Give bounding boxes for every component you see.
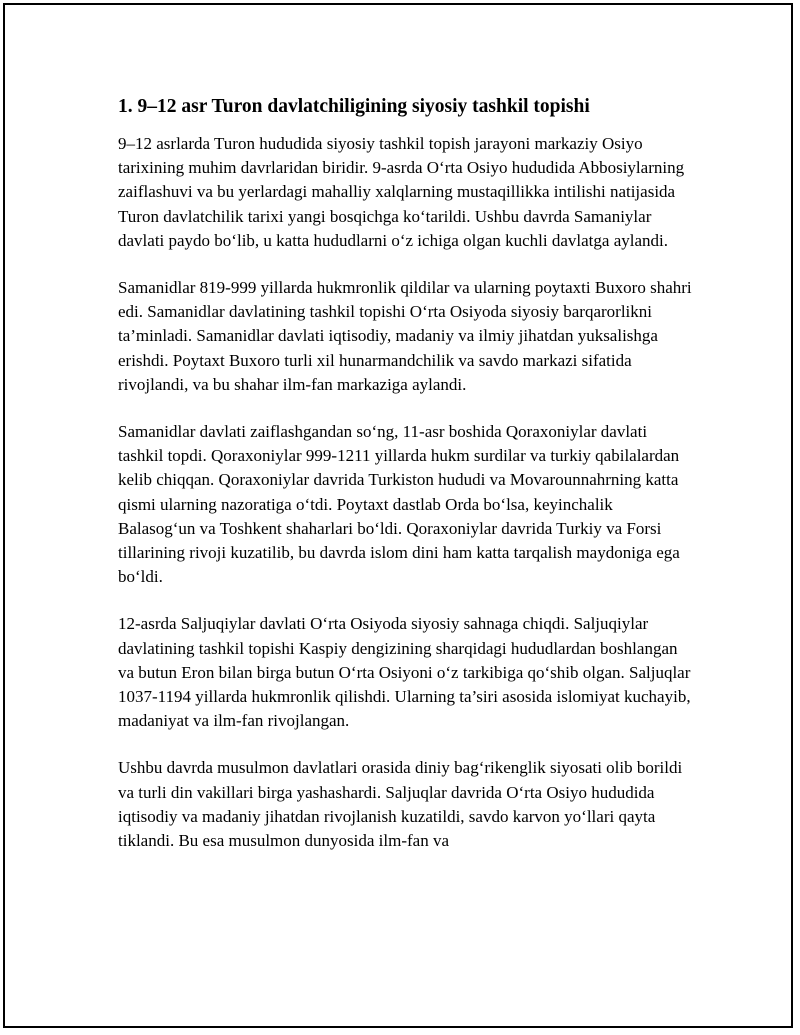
paragraph-1: 9–12 asrlarda Turon hududida siyosiy tashkil topish jarayoni markaziy Osiyo tarixining muhim davrlaridan biridir. 9-asrda O‘rta Osiyo hududida Abbosiylarning zaiflashuvi va bu yerlardagi mahalliy xalqlarning mustaqillikka intilishi natijasida Turon davlatchilik tarixi yangi bosqichga ko‘tarildi. Ushbu davrda Samaniylar davlati paydo bo‘lib, u katta hududlarni o‘z ichiga olgan kuchli davlatga aylandi.	[118, 134, 685, 250]
paragraph-3: Samanidlar davlati zaiflashgandan so‘ng, 11-asr boshida Qoraxoniylar davlati tashkil topdi. Qoraxoniylar 999-1211 yillarda hukm surdilar va turkiy qabilalardan kelib chiqqan. Qoraxoniylar davrida Turkiston hududi va Movarounnahrning katta qismi ularning nazoratiga o‘tdi. Poytaxt dastlab Orda bo‘lsa, keyinchalik Balasog‘un va Toshkent shaharlari bo‘ldi. Qoraxoniylar davrida Turkiy va Forsi tillarining rivoji kuzatilib, bu davrda islom dini ham katta tarqalish maydoniga ega bo‘ldi.	[118, 422, 680, 587]
document-body	[118, 94, 693, 876]
paragraph-2: Samanidlar 819-999 yillarda hukmronlik qildilar va ularning poytaxti Buxoro shahri edi. Samanidlar davlatining tashkil topishi O‘rta Osiyoda siyosiy barqarorlikni ta’minladi. Samanidlar davlati iqtisodiy, madaniy va ilmiy jihatdan yuksalishga erishdi. Poytaxt Buxoro turli xil hunarmandchilik va savdo markazi sifatida rivojlandi, va bu shahar ilm-fan markaziga aylandi.	[118, 278, 692, 394]
paragraph-5: Ushbu davrda musulmon davlatlari orasida diniy bag‘rikenglik siyosati olib borildi va turli din vakillari birga yashashardi. Saljuqlar davrida O‘rta Osiyo hududida iqtisodiy va madaniy jihatdan rivojlanish kuzatildi, savdo karvon yo‘llari qayta tiklandi. Bu esa musulmon dunyosida ilm-fan va	[118, 758, 683, 851]
section-heading: 1. 9–12 asr Turon davlatchiligining siyosiy tashkil topishi	[118, 96, 590, 117]
paragraph-4: 12-asrda Saljuqiylar davlati O‘rta Osiyoda siyosiy sahnaga chiqdi. Saljuqiylar davlatining tashkil topishi Kaspiy dengizining sharqidagi hududlardan boshlangan va butun Eron bilan birga butun O‘rta Osiyoni o‘z tarkibiga qo‘shib olgan. Saljuqlar 1037-1194 yillarda hukmronlik qilishdi. Ularning ta’siri asosida islomiyat kuchayib, madaniyat va ilm-fan rivojlangan.	[118, 614, 691, 731]
